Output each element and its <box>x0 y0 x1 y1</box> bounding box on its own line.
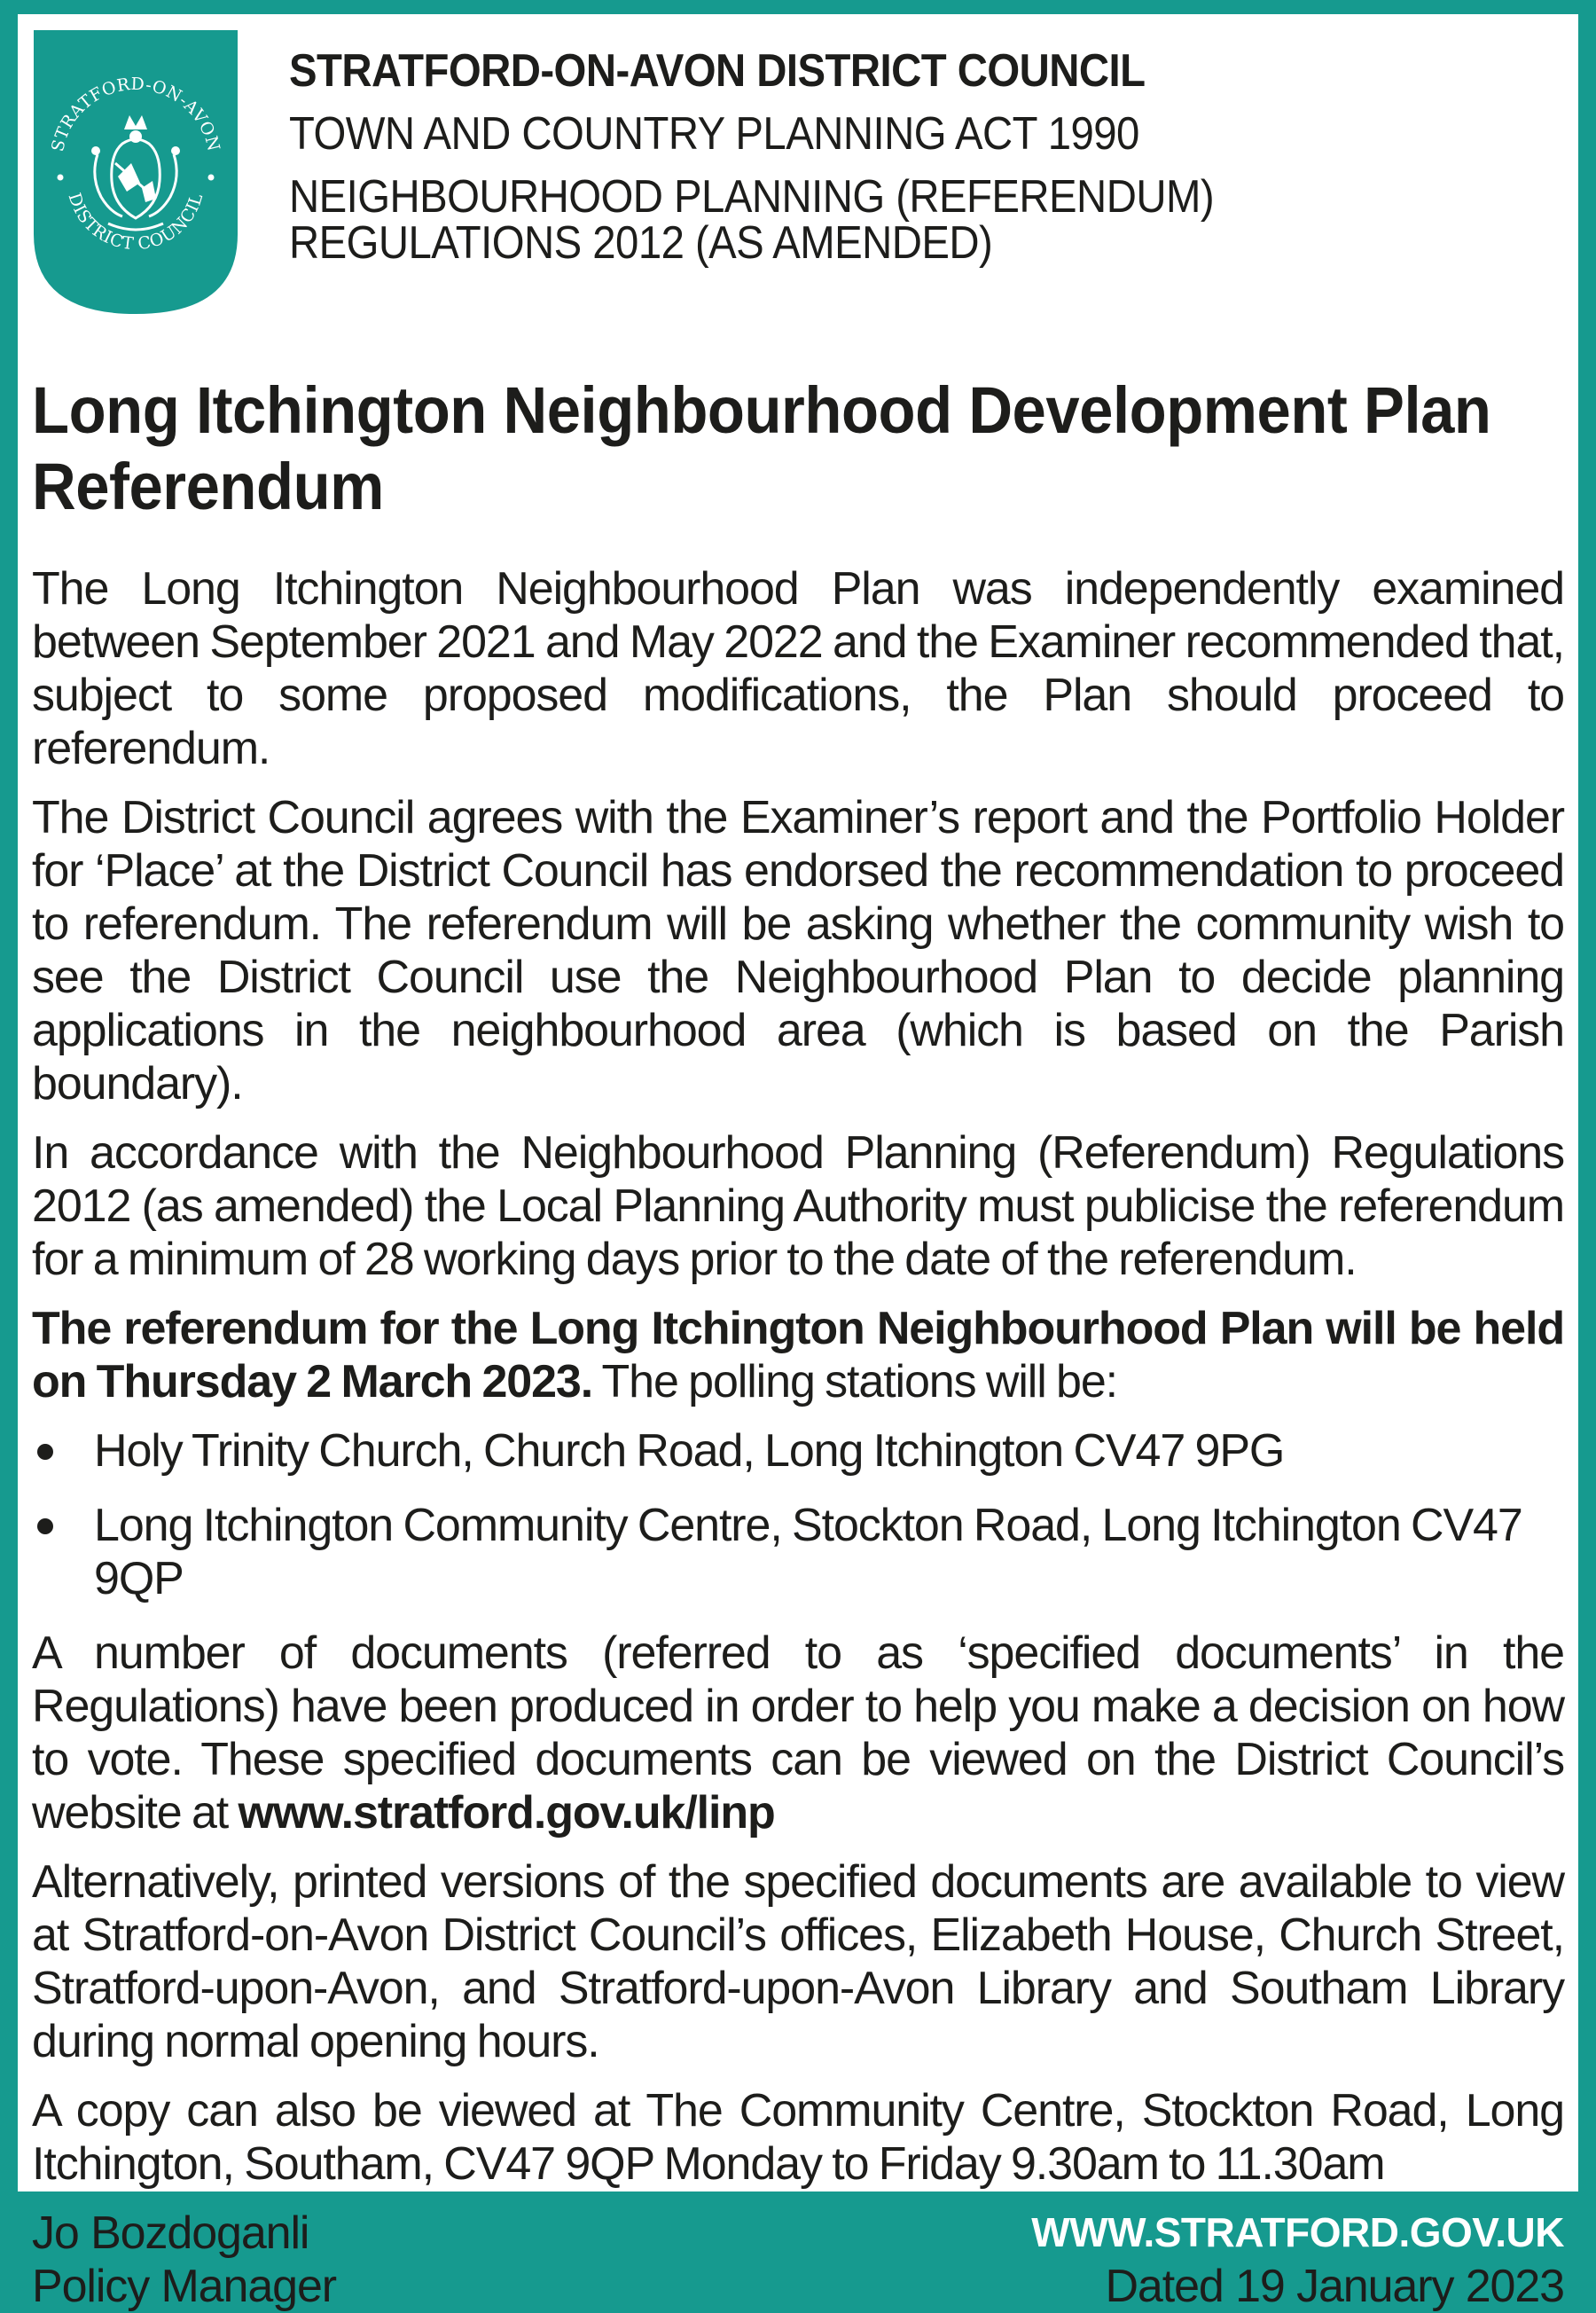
regulations-line-1: NEIGHBOURHOOD PLANNING (REFERENDUM) <box>289 171 1215 223</box>
paragraph-referendum-date <box>32 1302 1564 1408</box>
paragraph-specified-documents <box>32 1627 1564 1839</box>
svg-text:STRATFORD-ON-AVON: STRATFORD-ON-AVON <box>48 74 224 154</box>
footer-website-link[interactable]: WWW.STRATFORD.GOV.UK <box>1031 2209 1564 2255</box>
regulations-line-2: REGULATIONS 2012 (AS AMENDED) <box>289 217 993 269</box>
polling-stations-list <box>32 1424 1564 1605</box>
paragraph-community-centre: A copy can also be viewed at The Community Centre, Stockton Road, Long Itchington, Southam, CV47 9QP Monday to Friday 9.30am to 11.30am <box>32 2085 1564 2190</box>
council-crest-logo <box>34 30 238 314</box>
notice-page <box>18 14 1578 2312</box>
signatory-name: Jo Bozdoganli <box>32 2207 309 2259</box>
polling-stations-intro: The polling stations will be: <box>592 1356 1118 1407</box>
specified-documents-text: A number of documents (referred to as ‘specified documents’ in the Regulations) have been produced in order to help you make a decision on how to vote. These specified documents can be viewed on the District Council’s website at <box>32 1627 1564 1839</box>
bullet-icon <box>37 1444 53 1460</box>
signatory-role: Policy Manager <box>32 2261 336 2312</box>
paragraph-regulations: In accordance with the Neighbourhood Planning (Referendum) Regulations 2012 (as amended) the Local Planning Authority must publicise the referendum for a minimum of 28 working days prior to the date of the referendum. <box>32 1127 1564 1285</box>
referendum-date-statement: The referendum for the Long Itchington Neighbourhood Plan will be held on Thursday 2 March 2023. <box>32 1303 1564 1407</box>
act-title: TOWN AND COUNTRY PLANNING ACT 1990 <box>289 108 1139 160</box>
notice-body <box>32 562 1564 2313</box>
polling-station-item <box>32 1499 1564 1605</box>
legislation-header <box>289 45 1442 269</box>
notice-title: Long Itchington Neighbourhood Development Plan Referendum <box>32 373 1491 523</box>
website-link[interactable]: www.stratford.gov.uk/linp <box>238 1787 775 1839</box>
polling-station-text: Holy Trinity Church, Church Road, Long Itchington CV47 9PG <box>94 1425 1285 1477</box>
svg-text:DISTRICT COUNCIL: DISTRICT COUNCIL <box>64 190 207 255</box>
paragraph-printed-versions: Alternatively, printed versions of the specified documents are available to view at Stratford-on-Avon District Council’s offices, Elizabeth House, Church Street, Stratford-upon-Avon, and Stratford-upon-Avon Library and Southam Library during normal opening hours. <box>32 1856 1564 2067</box>
bullet-icon <box>37 1518 53 1534</box>
council-name: STRATFORD-ON-AVON DISTRICT COUNCIL <box>289 45 1146 97</box>
dated-line: Dated 19 January 2023 <box>1105 2261 1564 2312</box>
polling-station-text: Long Itchington Community Centre, Stockton Road, Long Itchington CV47 9QP <box>94 1500 1522 1604</box>
paragraph-council-agreement: The District Council agrees with the Examiner’s report and the Portfolio Holder for ‘Place’ at the District Council has endorsed the recommendation to proceed to referendum. The referendum will be asking whether the community wish to see the District Council use the Neighbourhood Plan to decide planning applications in the neighbourhood area (which is based on the Parish boundary). <box>32 792 1564 1109</box>
polling-station-item <box>32 1424 1564 1478</box>
paragraph-examination: The Long Itchington Neighbourhood Plan was independently examined between September 2021 and May 2022 and the Examiner recommended that, subject to some proposed modifications, the Plan should proceed to referendum. <box>32 563 1564 774</box>
